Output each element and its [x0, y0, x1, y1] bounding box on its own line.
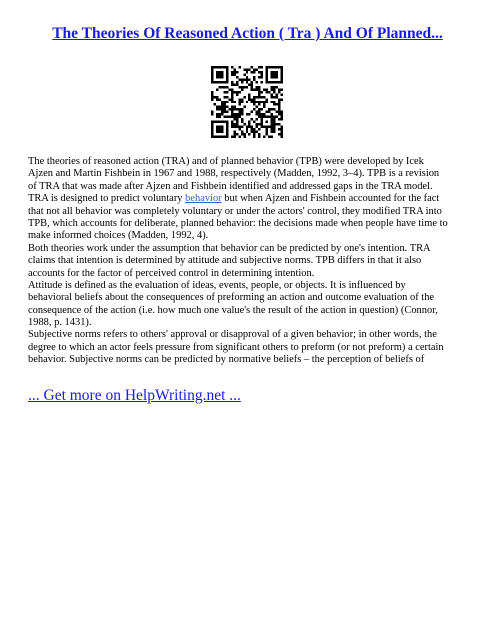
body-line: of TRA that was made after Ajzen and Fishbein identified and addressed gaps in the TRA model. [28, 180, 433, 192]
body-line: Attitude is defined as the evaluation of ideas, events, people, or objects. It is influenced by [28, 279, 406, 291]
body-line [28, 193, 468, 205]
body-line: that not all behavior was completely voluntary or under the actors' control, they modified TRA into [28, 205, 442, 217]
body-line-text: TRA is designed to predict voluntary [28, 193, 186, 205]
behavior-link[interactable]: behavior [185, 193, 222, 205]
body-line: Both theories work under the assumption that behavior can be predicted by one's intention. TRA [28, 242, 431, 254]
document-body [28, 156, 468, 367]
body-line: behavior. Subjective norms can be predicted by normative beliefs – the perception of beliefs of [28, 354, 425, 366]
qr-code-icon [211, 66, 283, 138]
body-line: TPB, which accounts for deliberate, planned behavior: the decisions made when people have time to [28, 217, 448, 229]
body-line: consequence of the action (i.e. how much one value's the result of the action in question) (Connor, [28, 304, 438, 316]
body-line: behavioral beliefs about the consequences of preforming an action and outcome evaluation of the [28, 292, 435, 304]
document-title-link[interactable]: The Theories Of Reasoned Action ( Tra ) And Of Planned... [52, 25, 443, 42]
body-line: accounts for the factor of perceived control in determining intention. [28, 267, 315, 279]
body-line: Ajzen and Martin Fishbein in 1967 and 1988, respectively (Madden, 1992, 3–4). TPB is a revision [28, 168, 440, 180]
body-line: The theories of reasoned action (TRA) and of planned behavior (TPB) were developed by Icek [28, 156, 424, 167]
body-line: degree to which an actor feels pressure from significant others to preform (or not preform) a certain [28, 341, 444, 353]
body-line-text: but when Ajzen and Fishbein accounted for the fact [221, 193, 440, 205]
body-line: make informed choices (Madden, 1992, 4). [28, 230, 209, 242]
body-line: claims that intention is determined by attitude and subjective norms. TPB differs in that it also [28, 255, 422, 267]
body-line: 1988, p. 1431). [28, 317, 92, 329]
body-line: Subjective norms refers to others' approval or disapproval of a given behavior; in other words, the [28, 329, 437, 341]
get-more-link[interactable]: ... Get more on HelpWriting.net ... [28, 387, 241, 404]
